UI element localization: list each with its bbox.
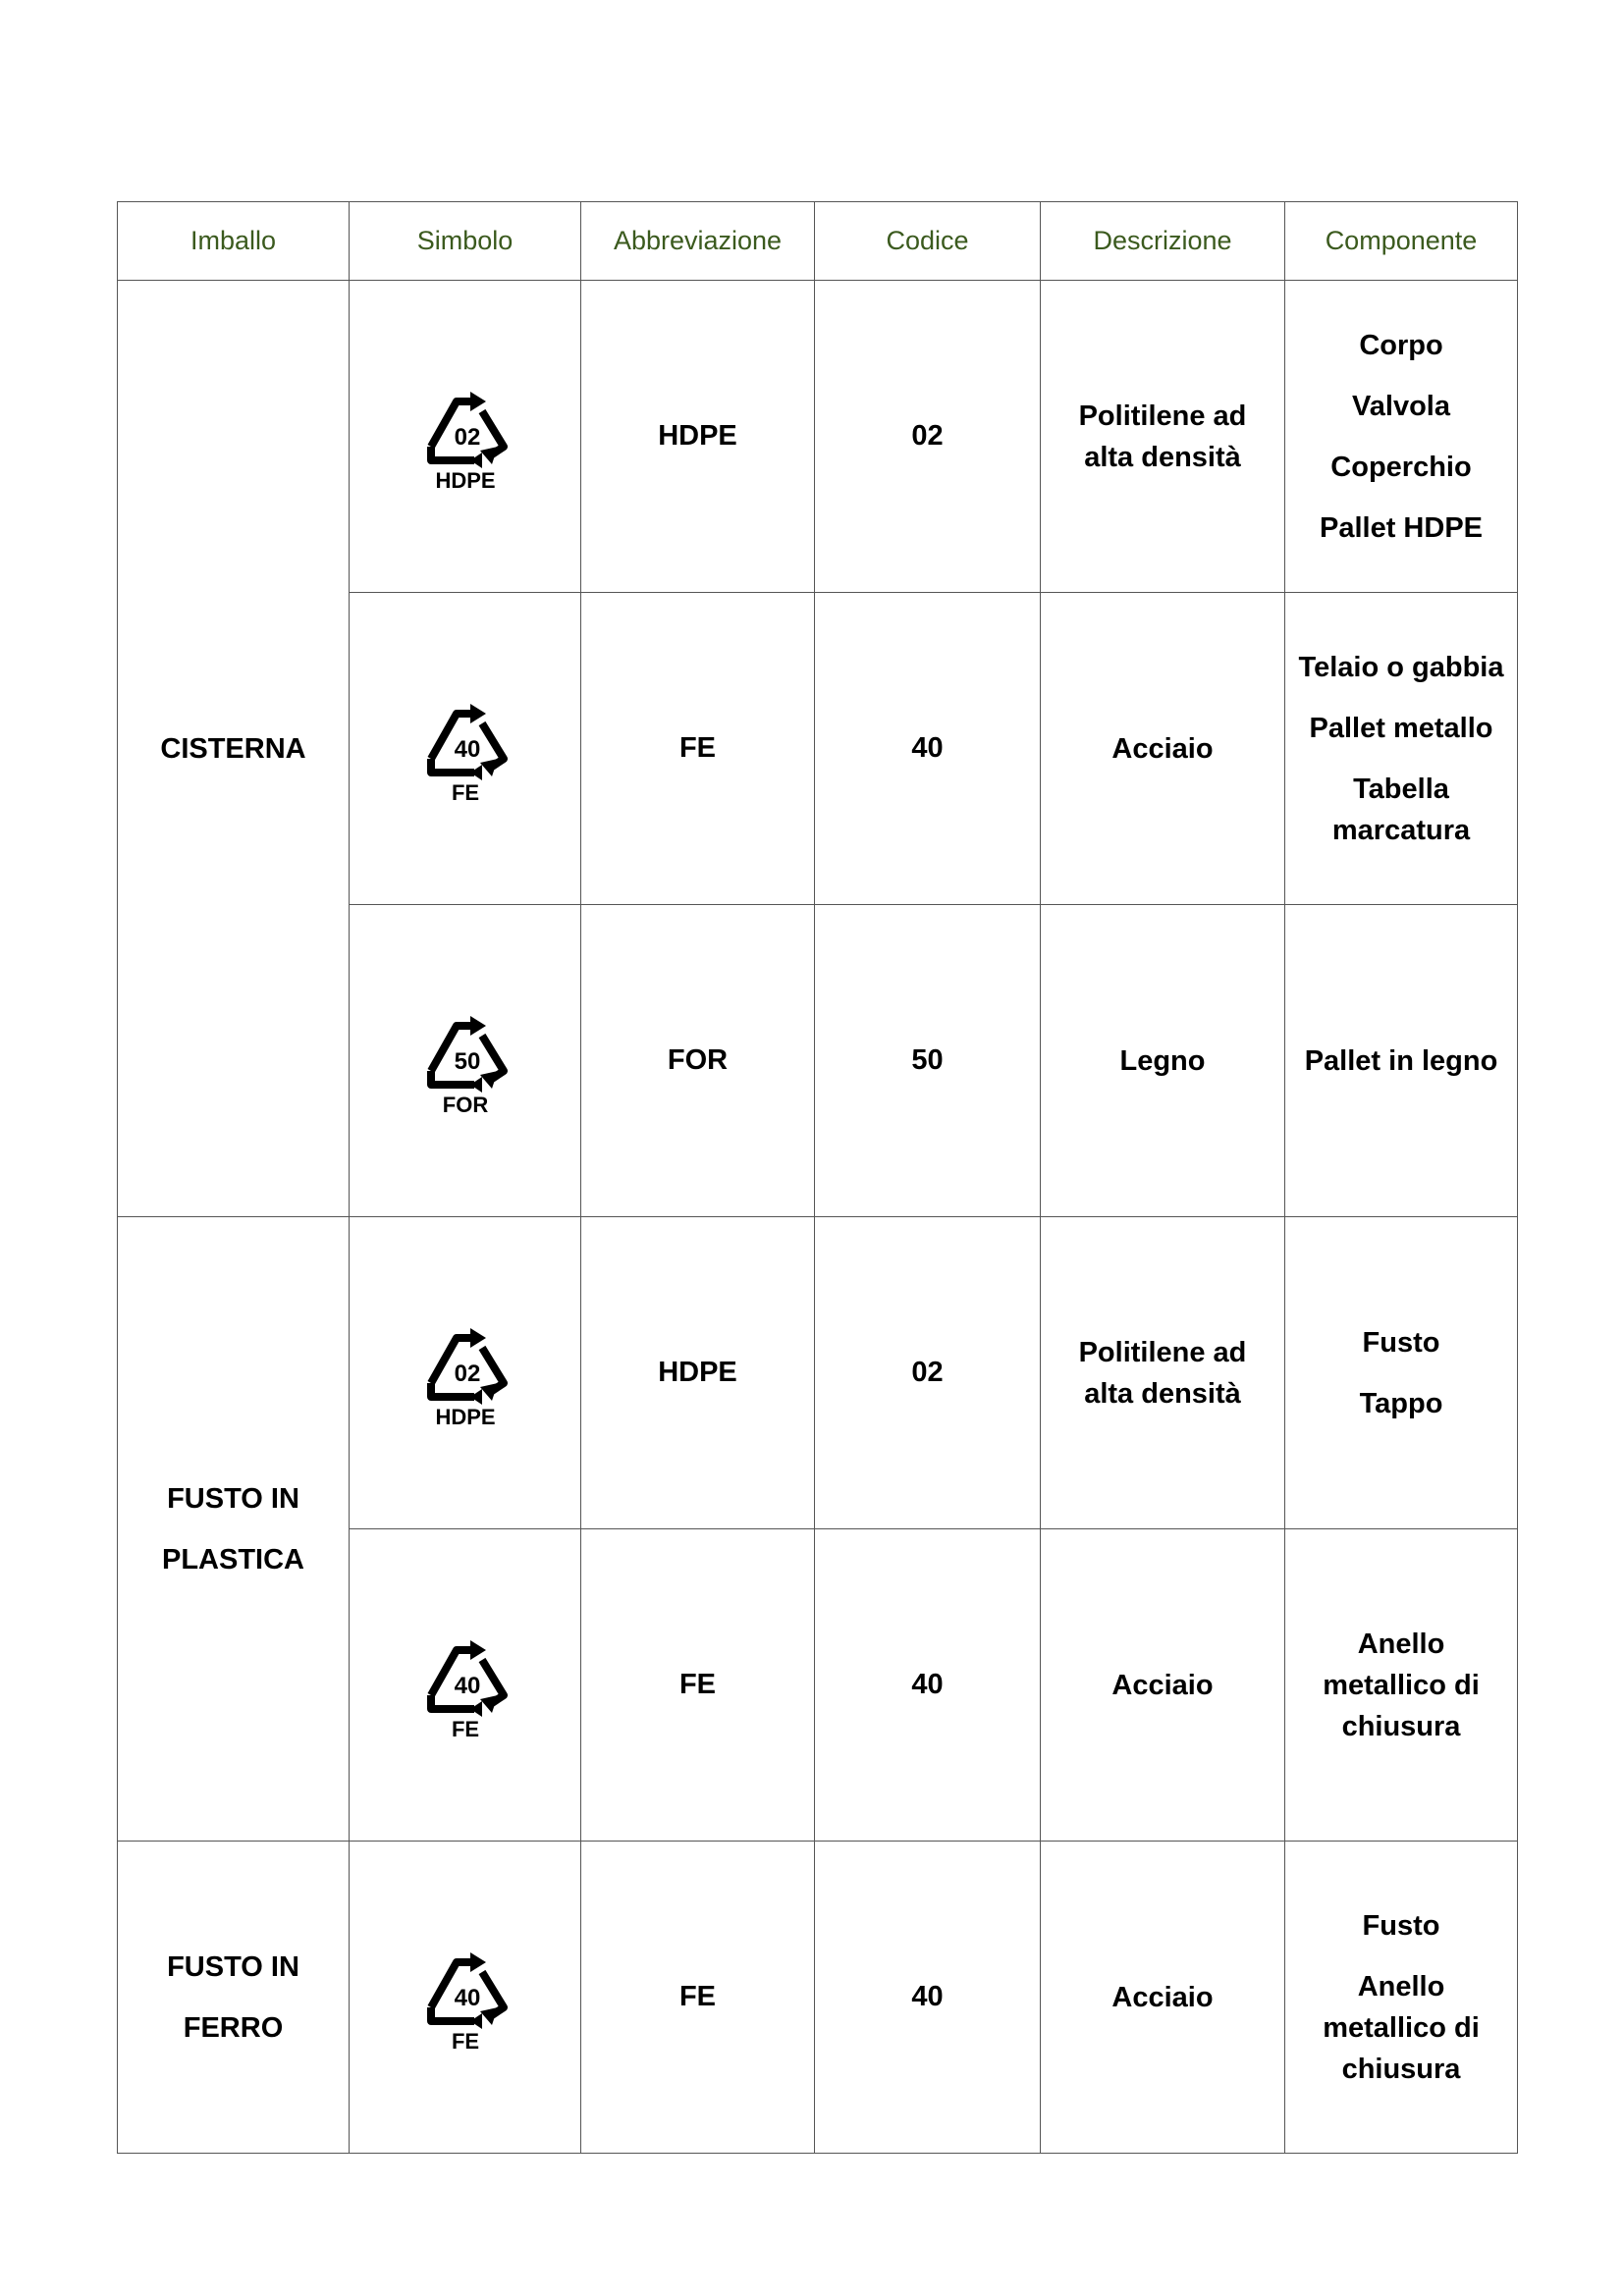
header-row xyxy=(118,202,1518,281)
table-body xyxy=(118,281,1518,2154)
symbol-wrapper xyxy=(359,378,570,496)
symbol-wrapper xyxy=(359,1002,570,1120)
descrizione-cell xyxy=(1041,593,1285,905)
symbol-wrapper xyxy=(359,690,570,808)
descrizione-text: Acciaio xyxy=(1111,1981,1214,2013)
header-simbolo: Simbolo xyxy=(350,202,581,281)
abbreviazione-cell: FE xyxy=(581,1529,815,1842)
imballo-name-line: PLASTICA xyxy=(162,1543,304,1575)
component-list xyxy=(1295,1624,1507,1747)
codice-cell: 50 xyxy=(815,905,1041,1217)
symbol-label: FE xyxy=(451,2028,479,2054)
componente-cell xyxy=(1285,593,1518,905)
symbol-label: HDPE xyxy=(434,467,496,493)
componente-cell xyxy=(1285,281,1518,593)
component-item: Telaio o gabbia xyxy=(1298,651,1504,683)
descrizione-cell xyxy=(1041,1217,1285,1529)
component-list xyxy=(1295,647,1507,851)
component-list xyxy=(1295,1905,1507,2090)
symbol-number: 50 xyxy=(454,1047,480,1075)
table-row xyxy=(118,281,1518,593)
codice-cell: 40 xyxy=(815,1529,1041,1842)
symbol-wrapper xyxy=(359,1314,570,1432)
table-row xyxy=(118,1217,1518,1529)
descrizione-cell xyxy=(1041,1529,1285,1842)
recycle-symbol-icon xyxy=(411,1627,519,1744)
recycle-symbol-icon xyxy=(411,690,519,808)
recycle-symbol-icon xyxy=(411,1002,519,1120)
abbreviazione-cell: HDPE xyxy=(581,1217,815,1529)
simbolo-cell xyxy=(350,281,581,593)
descrizione-cell xyxy=(1041,1842,1285,2154)
header-abbreviazione: Abbreviazione xyxy=(581,202,815,281)
symbol-wrapper xyxy=(359,1627,570,1744)
imballo-name-line: FUSTO IN xyxy=(167,1482,299,1515)
simbolo-cell xyxy=(350,905,581,1217)
descrizione-text: Politilene ad alta densità xyxy=(1078,400,1247,473)
componente-cell xyxy=(1285,905,1518,1217)
component-list xyxy=(1295,325,1507,549)
abbreviazione-cell: FE xyxy=(581,593,815,905)
simbolo-cell xyxy=(350,1217,581,1529)
symbol-label: FE xyxy=(451,1716,479,1741)
component-item: Anello metallico di chiusura xyxy=(1323,1628,1480,1742)
recycle-symbol-icon xyxy=(411,1314,519,1432)
descrizione-text: Legno xyxy=(1119,1044,1206,1077)
component-item: Coperchio xyxy=(1330,451,1472,483)
header-componente: Componente xyxy=(1285,202,1518,281)
component-list xyxy=(1295,1041,1507,1082)
simbolo-cell xyxy=(350,1529,581,1842)
component-item: Tabella marcatura xyxy=(1331,773,1471,846)
component-item: Pallet metallo xyxy=(1309,712,1493,744)
symbol-number: 40 xyxy=(454,735,480,763)
component-item: Tappo xyxy=(1359,1387,1443,1419)
component-list xyxy=(1295,1322,1507,1424)
descrizione-text: Acciaio xyxy=(1111,732,1214,765)
imballo-name-line: CISTERNA xyxy=(160,732,306,765)
componente-cell xyxy=(1285,1529,1518,1842)
descrizione-text: Acciaio xyxy=(1111,1669,1214,1701)
componente-cell xyxy=(1285,1217,1518,1529)
abbreviazione-cell: HDPE xyxy=(581,281,815,593)
imballo-name-line: FERRO xyxy=(183,2011,284,2044)
header-imballo: Imballo xyxy=(118,202,350,281)
codice-cell: 40 xyxy=(815,593,1041,905)
component-item: Fusto xyxy=(1362,1326,1440,1359)
simbolo-cell xyxy=(350,1842,581,2154)
imballo-cell xyxy=(118,1842,350,2154)
component-item: Pallet HDPE xyxy=(1320,511,1483,544)
component-item: Pallet in legno xyxy=(1304,1044,1498,1077)
simbolo-cell xyxy=(350,593,581,905)
descrizione-cell xyxy=(1041,281,1285,593)
symbol-label: FE xyxy=(451,779,479,805)
abbreviazione-cell: FE xyxy=(581,1842,815,2154)
imballo-name xyxy=(128,1478,339,1580)
packaging-table xyxy=(117,201,1518,2154)
component-item: Fusto xyxy=(1362,1909,1440,1942)
descrizione-cell xyxy=(1041,905,1285,1217)
table-row xyxy=(118,1842,1518,2154)
symbol-number: 02 xyxy=(454,1360,480,1387)
codice-cell: 02 xyxy=(815,1217,1041,1529)
symbol-label: HDPE xyxy=(434,1404,496,1429)
descrizione-text: Politilene ad alta densità xyxy=(1078,1336,1247,1410)
symbol-wrapper xyxy=(359,1939,570,2056)
symbol-number: 40 xyxy=(454,1984,480,2011)
component-item: Valvola xyxy=(1352,390,1450,422)
component-item: Anello metallico di chiusura xyxy=(1323,1970,1480,2085)
componente-cell xyxy=(1285,1842,1518,2154)
codice-cell: 40 xyxy=(815,1842,1041,2154)
recycle-symbol-icon xyxy=(411,1939,519,2056)
header-descrizione: Descrizione xyxy=(1041,202,1285,281)
header-codice: Codice xyxy=(815,202,1041,281)
codice-cell: 02 xyxy=(815,281,1041,593)
imballo-cell xyxy=(118,1217,350,1842)
imballo-name xyxy=(128,1947,339,2049)
symbol-label: FOR xyxy=(442,1092,488,1117)
imballo-name xyxy=(128,728,339,770)
symbol-number: 40 xyxy=(454,1672,480,1699)
abbreviazione-cell: FOR xyxy=(581,905,815,1217)
component-item: Corpo xyxy=(1359,329,1443,361)
imballo-cell xyxy=(118,281,350,1217)
recycle-symbol-icon xyxy=(411,378,519,496)
symbol-number: 02 xyxy=(454,423,480,451)
imballo-name-line: FUSTO IN xyxy=(167,1950,299,1983)
